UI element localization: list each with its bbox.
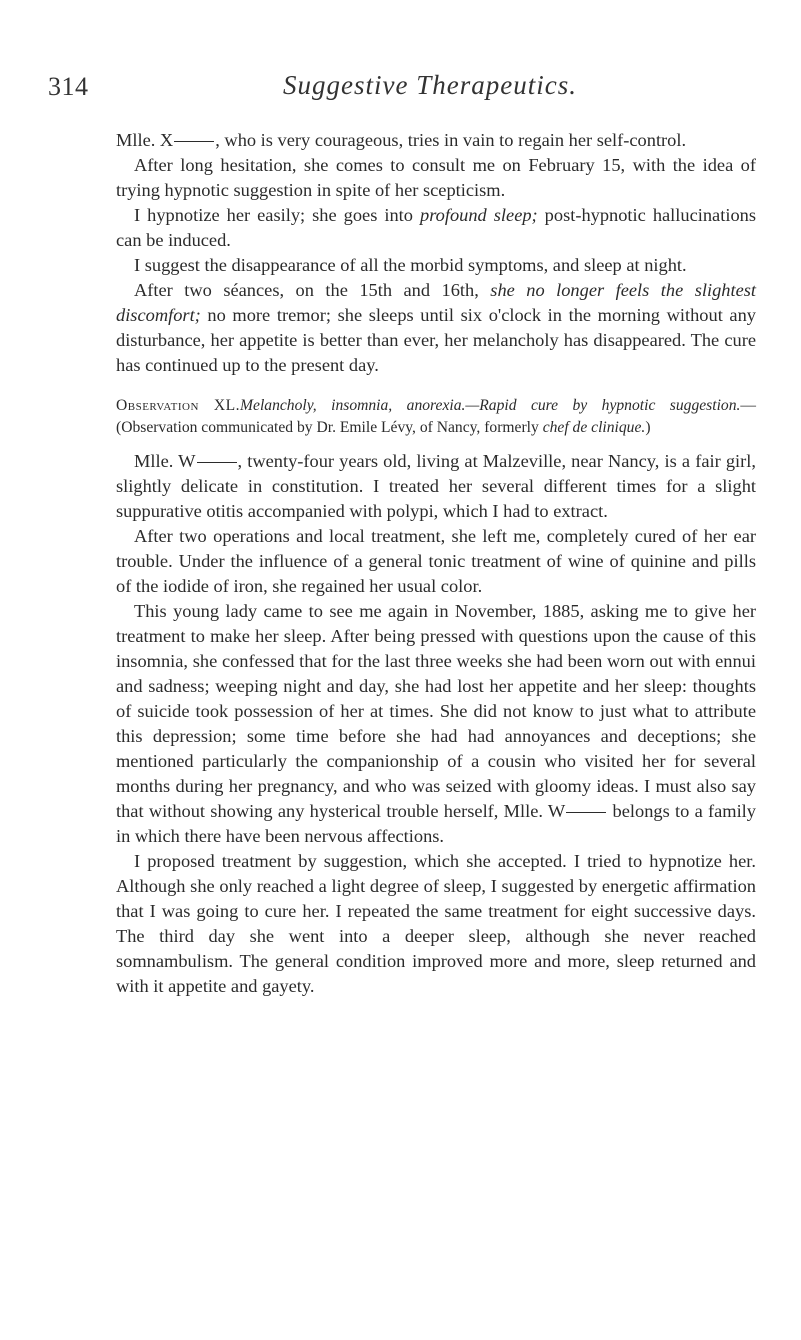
paragraph: After long hesitation, she comes to consult me on February 15, with the idea of trying hypnotic suggestion in spite of her scepticism. <box>116 155 756 200</box>
name-dash <box>174 141 214 142</box>
observation-label: Observation XL. <box>116 397 241 414</box>
name-dash <box>197 462 237 463</box>
paragraph: Mlle. X , who is very courageous, tries in vain to regain her self-control. <box>116 130 687 150</box>
page-number: 314 <box>48 72 89 101</box>
observation-title: Melancholy, insomnia, anorexia.—Rapid cure by hypnotic suggestion. <box>240 397 741 414</box>
body-text <box>116 128 756 999</box>
spacer <box>116 439 756 449</box>
spacer <box>116 378 756 395</box>
paragraph: After two séances, on the 15th and 16th, she no longer feels the slightest discomfort; no more tremor; she sleeps until six o'clock in the morning without any disturbance, her appetite is better than ever, her melancholy has disappeared. The cure has continued up to the present day. <box>116 280 757 375</box>
paragraph: After two operations and local treatment, she left me, completely cured of her ear trouble. Under the influence of a general tonic treatment of wine of quinine and pills of the iodide of iron, she regained her usual color. <box>116 526 756 596</box>
name-dash <box>566 812 606 813</box>
page-header <box>48 70 758 110</box>
paragraph: I proposed treatment by suggestion, which she accepted. I tried to hypnotize her. Although she only reached a light degree of sleep, I suggested by energetic affirmation that I was going to cure her. I repeated the same treatment for eight successive days. The third day she went into a deeper sleep, although she never reached somnambulism. The general condition improved more and more, sleep returned and with it appetite and gayety. <box>116 851 756 996</box>
paragraph: I hypnotize her easily; she goes into profound sleep; post-hypnotic hallucinations can be induced. <box>116 205 756 250</box>
running-head: Suggestive Therapeutics. <box>283 70 577 100</box>
paragraph: I suggest the disappearance of all the morbid symptoms, and sleep at night. <box>134 255 687 275</box>
observation-heading: Observation XL.Melancholy, insomnia, anorexia.—Rapid cure by hypnotic suggestion.—(Observation communicated by Dr. Emile Lévy, of Nancy, formerly chef de clinique.) <box>116 397 756 436</box>
paragraph: Mlle. W , twenty-four years old, living at Malzeville, near Nancy, is a fair girl, slightly delicate in constitution. I treated her several different times for a slight suppurative otitis accompanied with polypi, which I had to extract. <box>116 451 756 521</box>
paragraph: This young lady came to see me again in November, 1885, asking me to give her treatment to make her sleep. After being pressed with questions upon the cause of this insomnia, she confessed that for the last three weeks she had been worn out with ennui and sadness; weeping night and day, she had lost her appetite and her sleep: thoughts of suicide took possession of her at times. She did not know to just what to attribute this depression; some time before she had had annoyances and deceptions; she mentioned particularly the companionship of a cousin who visited her for several months during her pregnancy, and who was seized with gloomy ideas. I must also say that without showing any hysterical trouble herself, Mlle. W belongs to a family in which there have been nervous affections. <box>116 601 756 846</box>
